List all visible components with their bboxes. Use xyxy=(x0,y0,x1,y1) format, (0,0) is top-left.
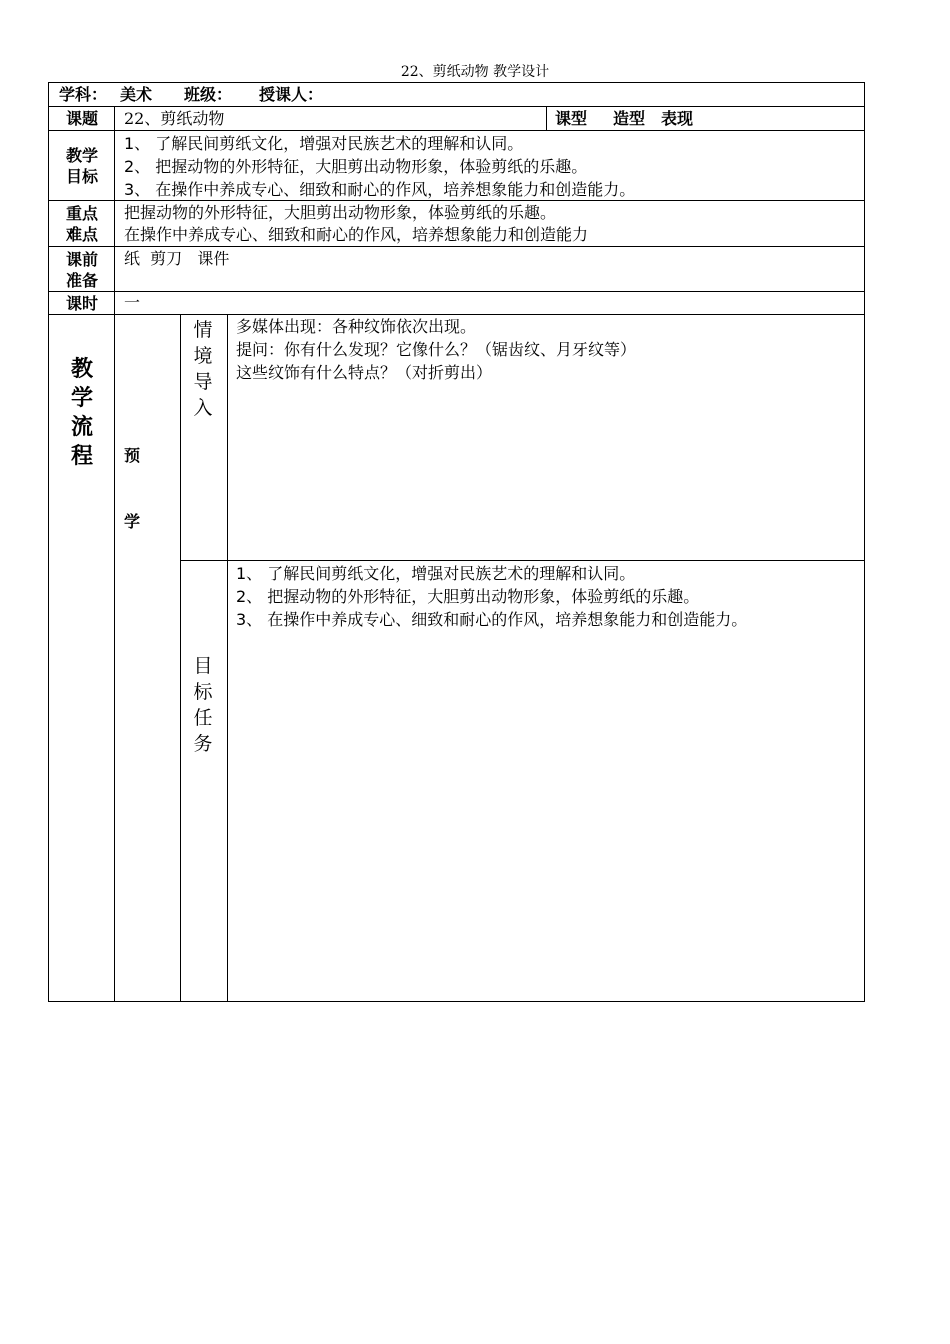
keypoints-content-cell xyxy=(114,200,865,247)
keypoint-item-1: 把握动物的外形特征，大胆剪出动物形象，体验剪纸的乐趣。 xyxy=(124,203,557,222)
topic-value: 22、剪纸动物 xyxy=(124,109,225,128)
preparation-value: 纸 剪刀 课件 xyxy=(124,249,230,268)
teacher-label: 授课人： xyxy=(259,85,324,104)
process-label-char-4: 程 xyxy=(70,444,93,469)
section-goals-char-3: 任 xyxy=(193,707,213,729)
intro-line-1: 多媒体出现：各种纹饰依次出现。 xyxy=(236,317,477,336)
section-goals-char-2: 标 xyxy=(193,681,213,703)
keypoints-label-cell xyxy=(48,200,115,247)
objectives-label-line1: 教学 xyxy=(65,146,98,165)
stage-char-2: 学 xyxy=(124,512,141,531)
stage-cell xyxy=(114,314,181,1002)
objective-item-2: 2、 把握动物的外形特征，大胆剪出动物形象，体验剪纸的乐趣。 xyxy=(124,157,588,176)
class-label: 班级： xyxy=(184,85,233,104)
goal-line-1: 1、 了解民间剪纸文化，增强对民族艺术的理解和认同。 xyxy=(236,564,636,583)
document-title: 22、剪纸动物 教学设计 xyxy=(400,64,550,80)
section-goals-char-1: 目 xyxy=(193,655,213,677)
process-label-cell xyxy=(48,314,115,1002)
subject-label: 学科： xyxy=(59,85,108,104)
section-goals-char-4: 务 xyxy=(193,733,213,755)
lesson-plan-table xyxy=(48,82,865,1002)
section-intro-char-4: 入 xyxy=(193,397,213,419)
period-label-cell xyxy=(48,291,115,315)
process-label-char-1: 教 xyxy=(70,357,93,382)
header-row xyxy=(48,82,865,107)
section-intro-char-2: 境 xyxy=(193,345,213,367)
preparation-label-line2: 准备 xyxy=(65,271,98,290)
objectives-label-line2: 目标 xyxy=(65,167,98,186)
lesson-type-label: 课型 xyxy=(555,109,588,128)
objective-item-3: 3、 在操作中养成专心、细致和耐心的作风，培养想象能力和创造能力。 xyxy=(124,180,636,199)
process-label-char-2: 学 xyxy=(70,386,93,411)
topic-label-cell xyxy=(48,106,115,131)
period-content-cell xyxy=(114,291,865,315)
objectives-content-cell xyxy=(114,130,865,201)
goal-line-2: 2、 把握动物的外形特征，大胆剪出动物形象，体验剪纸的乐趣。 xyxy=(236,587,700,606)
section-intro-name-cell xyxy=(180,314,228,561)
objective-item-1: 1、 了解民间剪纸文化，增强对民族艺术的理解和认同。 xyxy=(124,134,524,153)
preparation-label-line1: 课前 xyxy=(65,250,98,269)
section-intro-content-cell xyxy=(227,314,865,561)
keypoint-item-2: 在操作中养成专心、细致和耐心的作风，培养想象能力和创造能力 xyxy=(124,225,589,244)
section-goals-name-cell xyxy=(180,560,228,1002)
subject-value: 美术 xyxy=(120,85,153,104)
period-value: 一 xyxy=(124,293,141,312)
section-intro-char-3: 导 xyxy=(193,371,213,393)
intro-line-3: 这些纹饰有什么特点？（对折剪出） xyxy=(236,363,493,382)
period-label: 课时 xyxy=(65,294,98,313)
intro-line-2: 提问：你有什么发现？它像什么？（锯齿纹、月牙纹等） xyxy=(236,340,637,359)
preparation-label-cell xyxy=(48,246,115,292)
preparation-content-cell xyxy=(114,246,865,292)
objectives-label-cell xyxy=(48,130,115,201)
topic-label: 课题 xyxy=(65,109,98,128)
goal-line-3: 3、 在操作中养成专心、细致和耐心的作风，培养想象能力和创造能力。 xyxy=(236,610,748,629)
section-intro-char-1: 情 xyxy=(193,319,213,341)
process-label-char-3: 流 xyxy=(70,415,93,440)
topic-value-cell xyxy=(114,106,547,131)
lesson-type-cell xyxy=(546,106,865,131)
keypoints-label-line2: 难点 xyxy=(65,225,98,244)
stage-char-1: 预 xyxy=(124,446,141,465)
section-goals-content-cell xyxy=(227,560,865,1002)
lesson-type-value: 造型 表现 xyxy=(613,109,694,128)
keypoints-label-line1: 重点 xyxy=(65,204,98,223)
